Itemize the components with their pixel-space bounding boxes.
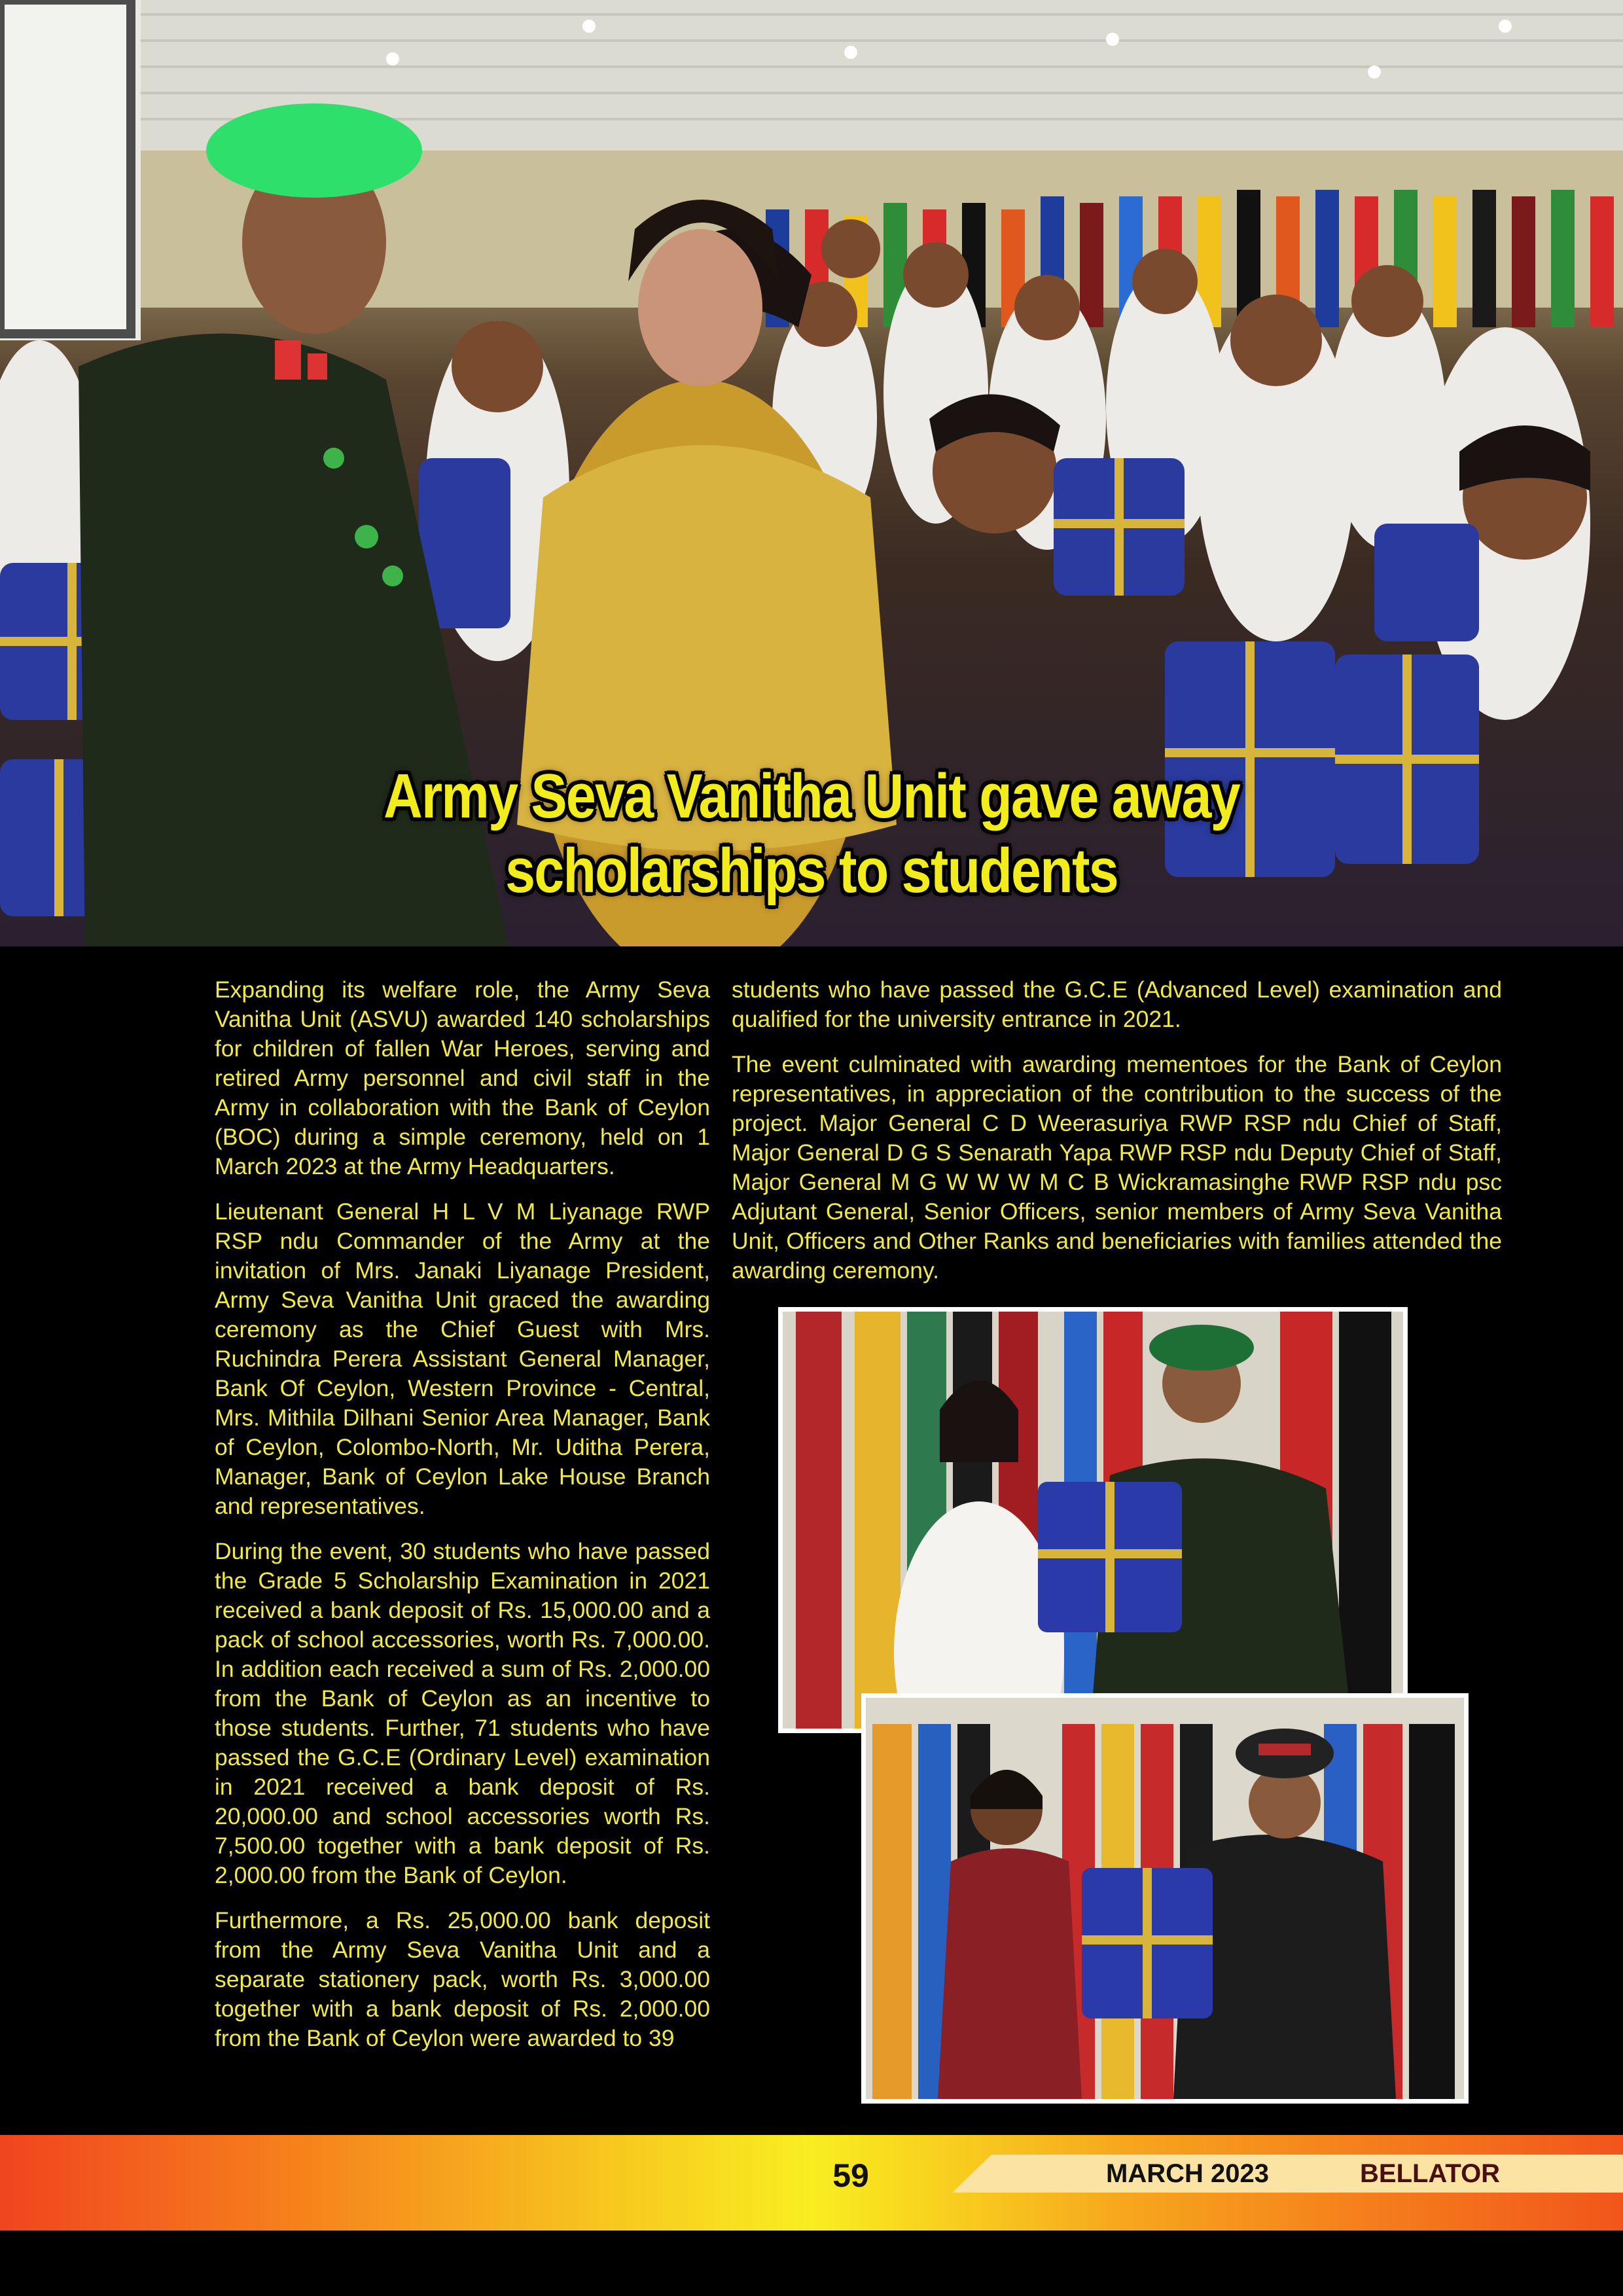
article-paragraph: The event culminated with awarding mementoes for the Bank of Ceylon representatives, in appreciation of the contribution to the success of the project. Major General C D Weerasuriya RWP RSP ndu Chief of Staff, Major General D G S Senarath Yapa RWP RSP ndu Deputy Chief of Staff, Major General M G W W W M C B Wickramasinghe RWP RSP ndu psc Adjutant General, Senior Officers, senior members of Army Seva Vanitha Unit, Officers and Other Ranks and beneficiaries with families attended the awarding ceremony.: [732, 1051, 1502, 1283]
inset-photo-top: [778, 1307, 1408, 1733]
inset-photo-bottom-illustration: [866, 1698, 1464, 2099]
article-paragraph: During the event, 30 students who have passed the Grade 5 Scholarship Examination in 2021 received a bank deposit of Rs. 15,000.00 and a pack of school accessories, worth Rs. 7,000.00. In addition each received a sum of Rs. 2,000.00 from the Bank of Ceylon as an incentive to those students. Further, 71 students who have passed the G.C.E (Ordinary Level) examination in 2021 received a bank deposit of Rs. 20,000.00 and school accessories worth Rs. 7,500.00 together with a bank deposit of Rs. 2,000.00 from the Bank of Ceylon.: [215, 1538, 710, 1888]
article-paragraph: Expanding its welfare role, the Army Seva Vanitha Unit (ASVU) awarded 140 scholarships for children of fallen War Heroes, serving and retired Army personnel and civil staff in the Army in collaboration with the Bank of Ceylon (BOC) during a simple ceremony, held on 1 March 2023 at the Army Headquarters.: [215, 977, 710, 1179]
hero-photo: [0, 0, 1623, 946]
inset-photo-bottom: [861, 1693, 1469, 2104]
article-column-right: [732, 975, 1502, 1301]
magazine-name: BELLATOR: [1360, 2159, 1501, 2188]
bottom-margin: [0, 2231, 1623, 2296]
article-headline: [114, 759, 1510, 908]
footer-tab: [952, 2155, 1623, 2193]
headline-line-1: Army Seva Vanitha Unit gave away: [383, 761, 1240, 831]
issue-date: MARCH 2023: [1106, 2159, 1269, 2188]
article-column-left: [215, 975, 710, 2069]
inset-photo-top-illustration: [783, 1312, 1403, 1729]
page-number: 59: [832, 2157, 869, 2194]
article-paragraph: students who have passed the G.C.E (Advanced Level) examination and qualified for the university entrance in 2021.: [732, 977, 1502, 1032]
article-paragraph: Furthermore, a Rs. 25,000.00 bank deposit from the Army Seva Vanitha Unit and a separate stationery pack, worth Rs. 3,000.00 together with a bank deposit of Rs. 2,000.00 from the Bank of Ceylon were awarded to 39: [215, 1907, 710, 2051]
article-paragraph: Lieutenant General H L V M Liyanage RWP RSP ndu Commander of the Army at the invitation of Mrs. Janaki Liyanage President, Army Seva Vanitha Unit graced the awarding ceremony as the Chief Guest with Mrs. Ruchindra Perera Assistant General Manager, Bank Of Ceylon, Western Province - Central, Mrs. Mithila Dilhani Senior Area Manager, Bank of Ceylon, Colombo-North, Mr. Uditha Perera, Manager, Bank of Ceylon Lake House Branch and representatives.: [215, 1198, 710, 1519]
headline-line-2: scholarships to students: [505, 836, 1118, 906]
